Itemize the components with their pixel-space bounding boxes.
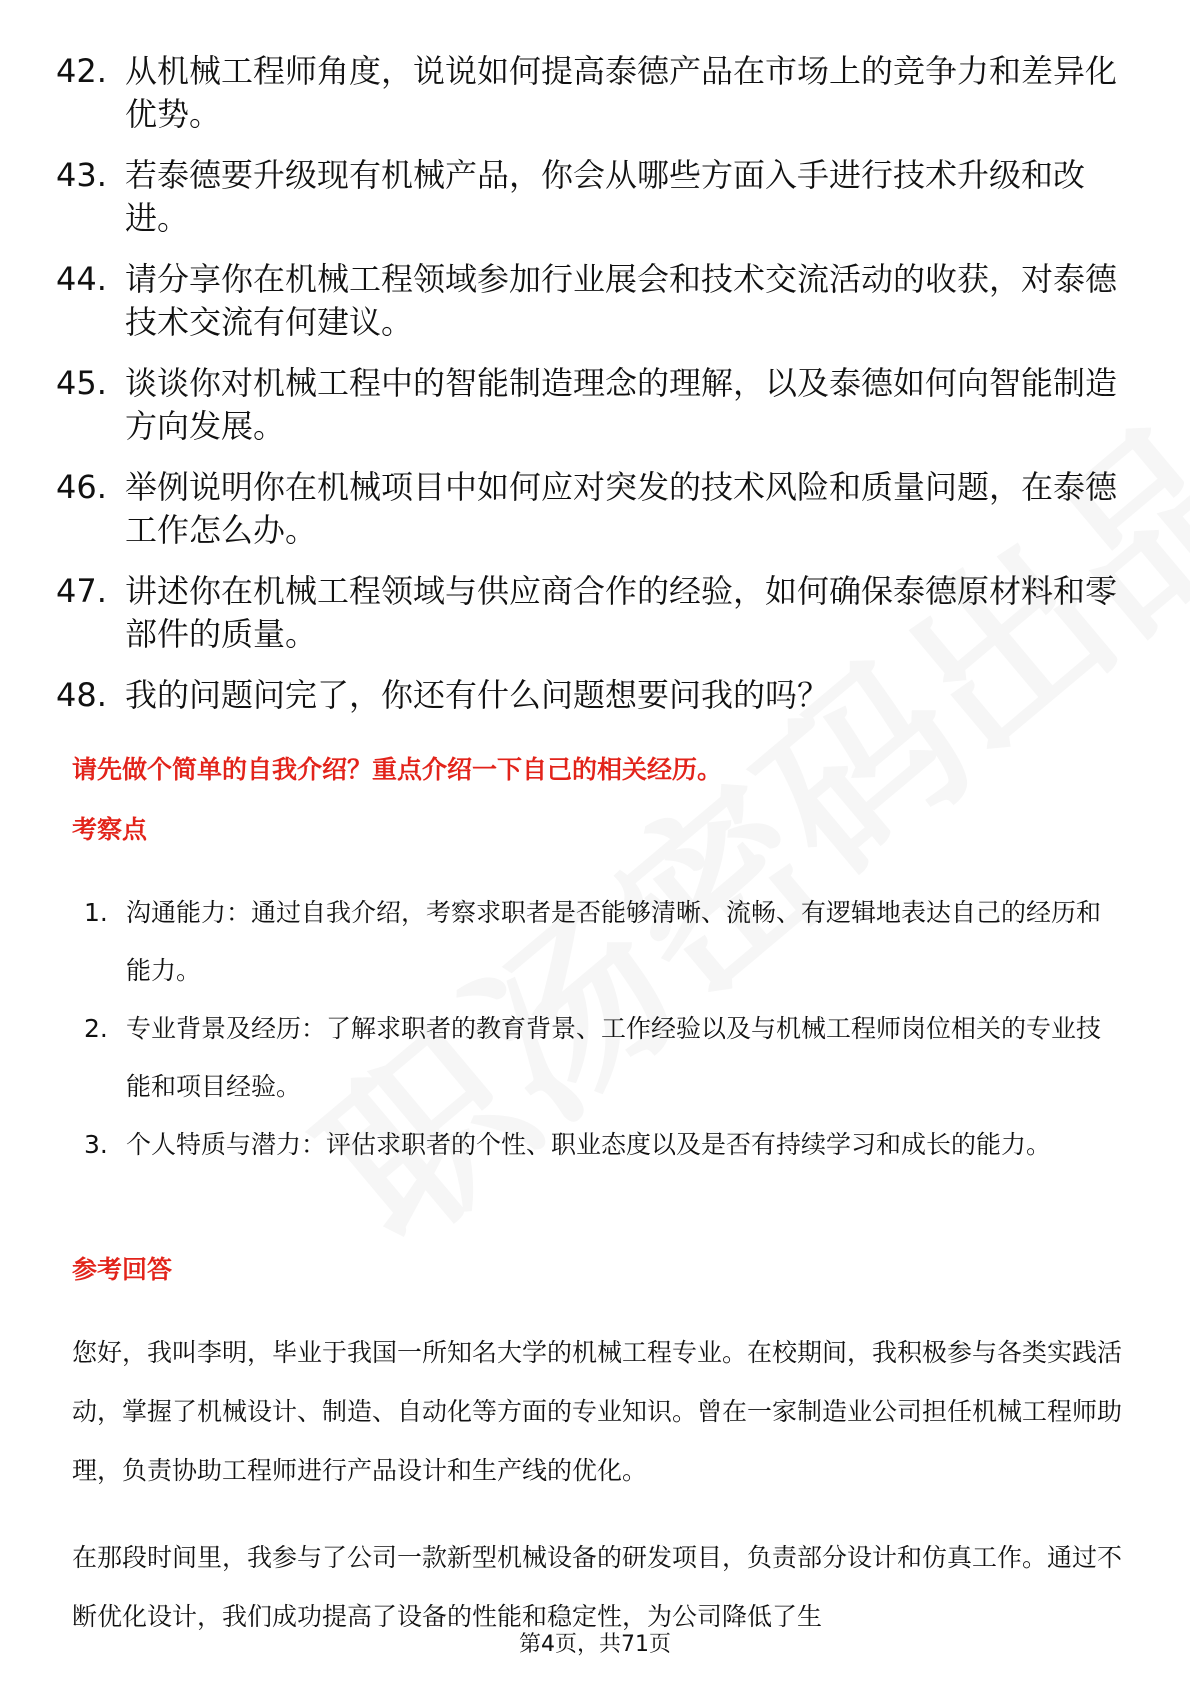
question-number: 43. (56, 156, 107, 194)
question-text: 谈谈你对机械工程中的智能制造理念的理解，以及泰德如何向智能制造方向发展。 (125, 364, 1118, 445)
question-text: 若泰德要升级现有机械产品，你会从哪些方面入手进行技术升级和改进。 (125, 156, 1086, 237)
point-text: 个人特质与潜力：评估求职者的个性、职业态度以及是否有持续学习和成长的能力。 (126, 1130, 1052, 1159)
point-number: 2. (84, 1014, 108, 1043)
question-number: 47. (56, 572, 107, 610)
list-item (56, 466, 1136, 552)
question-list (56, 50, 1136, 735)
list-item (56, 674, 1136, 717)
point-number: 3. (84, 1130, 108, 1159)
question-number: 46. (56, 468, 107, 506)
list-item (56, 50, 1136, 136)
question-number: 48. (56, 676, 107, 714)
list-item (56, 362, 1136, 448)
answer-paragraph: 您好，我叫李明，毕业于我国一所知名大学的机械工程专业。在校期间，我积极参与各类实践活动，掌握了机械设计、制造、自动化等方面的专业知识。曾在一家制造业公司担任机械工程师助理，负责协助工程师进行产品设计和生产线的优化。 (72, 1338, 1123, 1485)
point-text: 专业背景及经历：了解求职者的教育背景、工作经验以及与机械工程师岗位相关的专业技能和项目经验。 (126, 1014, 1102, 1101)
section-title-points: 考察点 (72, 815, 148, 844)
page-number: 第4页，共71页 (519, 1632, 671, 1657)
list-item (84, 1000, 1124, 1116)
point-text: 沟通能力：通过自我介绍，考察求职者是否能够清晰、流畅、有逻辑地表达自己的经历和能力。 (126, 898, 1102, 985)
question-text: 讲述你在机械工程领域与供应商合作的经验，如何确保泰德原材料和零部件的质量。 (125, 572, 1118, 653)
list-item (56, 258, 1136, 344)
list-item (56, 570, 1136, 656)
question-heading: 请先做个简单的自我介绍？重点介绍一下自己的相关经历。 (72, 755, 723, 784)
points-list (84, 884, 1124, 1174)
section-title-answer: 参考回答 (72, 1255, 173, 1284)
answer-paragraph: 在那段时间里，我参与了公司一款新型机械设备的研发项目，负责部分设计和仿真工作。通过不断优化设计，我们成功提高了设备的性能和稳定性，为公司降低了生 (72, 1543, 1123, 1631)
question-number: 44. (56, 260, 107, 298)
question-text: 我的问题问完了，你还有什么问题想要问我的吗？ (125, 676, 830, 714)
question-text: 请分享你在机械工程领域参加行业展会和技术交流活动的收获，对泰德技术交流有何建议。 (125, 260, 1118, 341)
question-number: 42. (56, 52, 107, 90)
question-text: 举例说明你在机械项目中如何应对突发的技术风险和质量问题，在泰德工作怎么办。 (125, 468, 1118, 549)
question-text: 从机械工程师角度，说说如何提高泰德产品在市场上的竞争力和差异化优势。 (125, 52, 1118, 133)
list-item (84, 884, 1124, 1000)
point-number: 1. (84, 898, 108, 927)
list-item (84, 1116, 1124, 1174)
question-number: 45. (56, 364, 107, 402)
list-item (56, 154, 1136, 240)
